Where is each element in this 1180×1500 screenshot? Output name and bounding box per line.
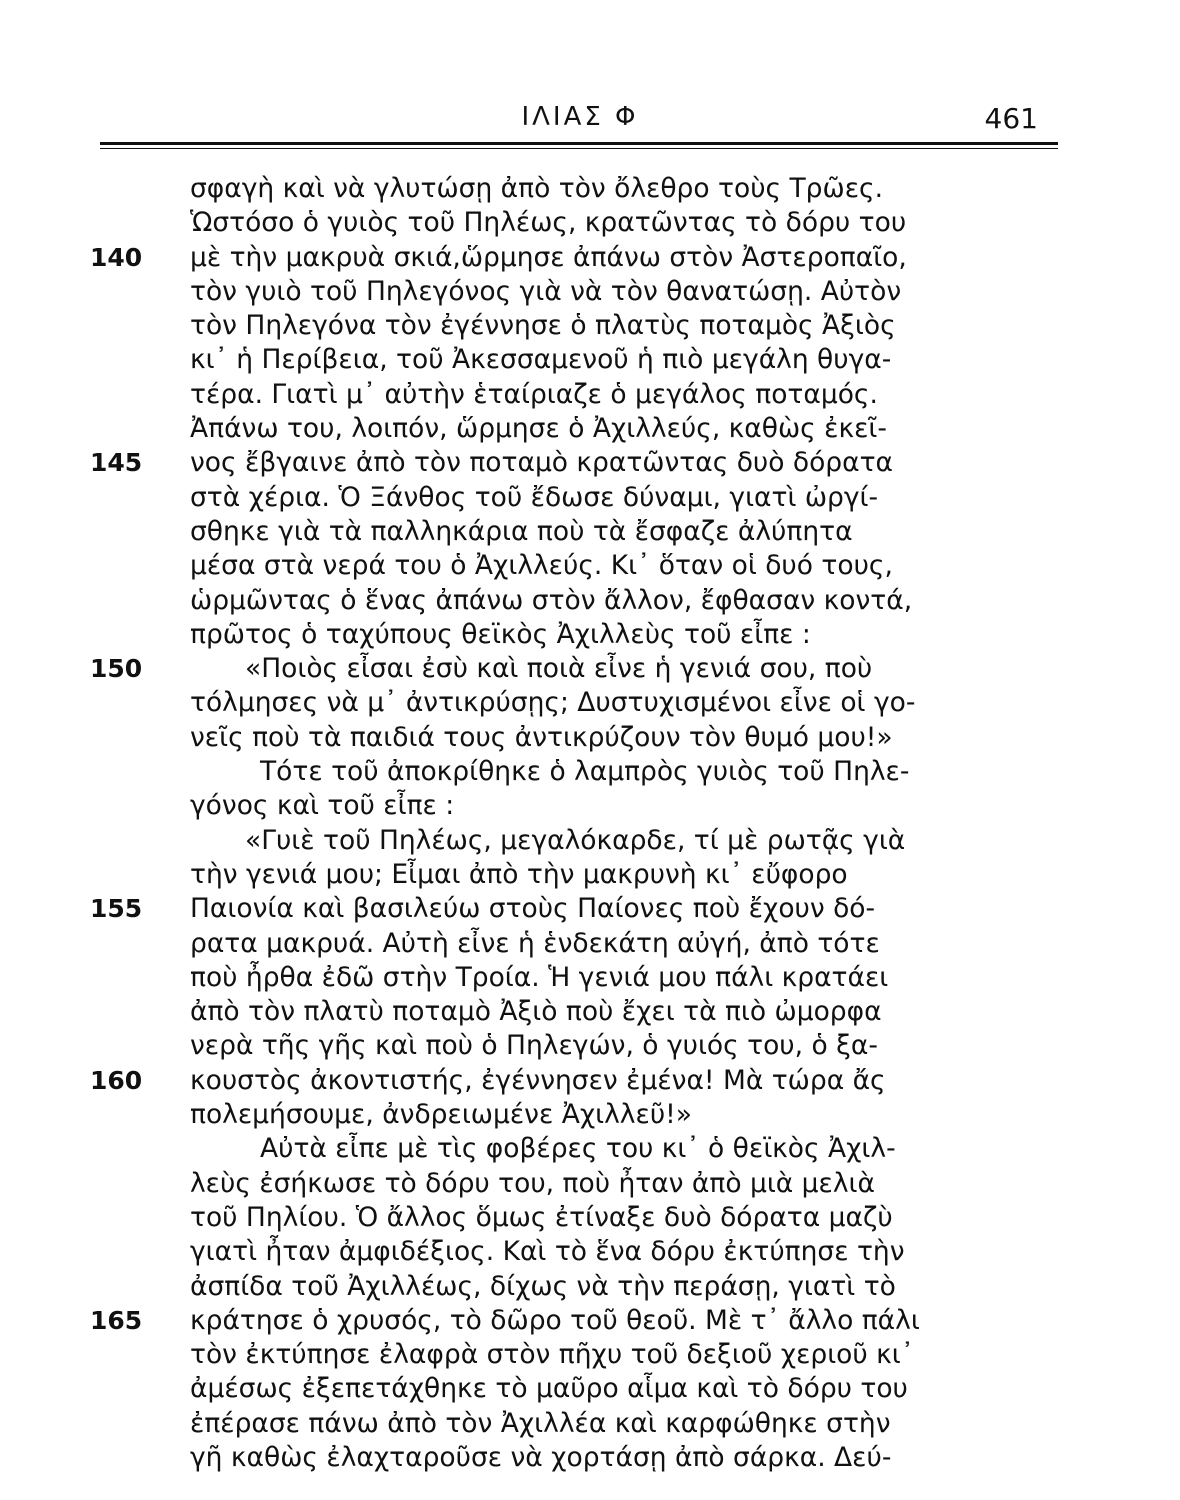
line-text: ποὺ ἦρθα ἐδῶ στὴν Τροία. Ἡ γενιά μου πάλι κρατάει bbox=[190, 961, 889, 993]
text-line bbox=[90, 789, 1090, 823]
line-text: στὰ χέρια. Ὁ Ξάνθος τοῦ ἔδωσε δύναμι, γιατὶ ὠργί- bbox=[190, 481, 879, 513]
text-line bbox=[90, 995, 1090, 1029]
text-line bbox=[90, 309, 1090, 343]
line-text: ἐπέρασε πάνω ἀπὸ τὸν Ἀχιλλέα καὶ καρφώθηκε στὴν bbox=[190, 1407, 891, 1439]
line-text: «Γυιὲ τοῦ Πηλέως, μεγαλόκαρδε, τί μὲ ρωτᾷς γιὰ bbox=[245, 824, 906, 856]
text-line bbox=[90, 686, 1090, 720]
line-text: τὸν Πηλεγόνα τὸν ἐγέννησε ὁ πλατὺς ποταμὸς Ἀξιὸς bbox=[190, 310, 896, 342]
text-line bbox=[90, 1167, 1090, 1201]
text-line bbox=[90, 1029, 1090, 1063]
line-text: λεὺς ἐσήκωσε τὸ δόρυ του, ποὺ ἦταν ἀπὸ μιὰ μελιὰ bbox=[190, 1167, 875, 1199]
line-text: σθηκε γιὰ τὰ παλληκάρια ποὺ τὰ ἔσφαζε ἀλύπητα bbox=[190, 515, 853, 547]
running-title: ΙΛΙΑΣ Φ bbox=[521, 102, 639, 132]
line-text: Τότε τοῦ ἀποκρίθηκε ὁ λαμπρὸς γυιὸς τοῦ Πηλε- bbox=[260, 756, 910, 788]
line-text: τὴν γενιά μου; Εἶμαι ἀπὸ τὴν μακρυνὴ κι᾽ εὔφορο bbox=[190, 858, 848, 890]
line-text: πρῶτος ὁ ταχύπους θεϊκὸς Ἀχιλλεὺς τοῦ εἶπε : bbox=[190, 618, 811, 650]
line-text: νεῖς ποὺ τὰ παιδιά τους ἀντικρύζουν τὸν θυμό μου!» bbox=[190, 721, 893, 753]
line-number: 140 bbox=[90, 242, 143, 272]
line-text: πολεμήσουμε, ἀνδρειωμένε Ἀχιλλεῦ!» bbox=[190, 1099, 692, 1131]
line-text: τὸν γυιὸ τοῦ Πηλεγόνος γιὰ νὰ τὸν θανατώσῃ. Αὐτὸν bbox=[190, 275, 902, 307]
page-header bbox=[100, 98, 1060, 144]
line-number: 145 bbox=[90, 448, 143, 478]
text-line bbox=[90, 515, 1090, 549]
text-line bbox=[90, 1132, 1090, 1166]
text-line bbox=[90, 721, 1090, 755]
line-text: γιατὶ ἦταν ἀμφιδέξιος. Καὶ τὸ ἕνα δόρυ ἐκτύπησε τὴν bbox=[190, 1236, 905, 1268]
text-line bbox=[90, 652, 1090, 686]
text-line bbox=[90, 549, 1090, 583]
text-line bbox=[90, 446, 1090, 480]
text-line bbox=[90, 1441, 1090, 1475]
text-line bbox=[90, 892, 1090, 926]
text-line bbox=[90, 343, 1090, 377]
text-line bbox=[90, 172, 1090, 206]
line-text: ρατα μακρυά. Αὐτὴ εἶνε ἡ ἑνδεκάτη αὐγή, ἀπὸ τότε bbox=[190, 927, 880, 959]
line-number: 165 bbox=[90, 1305, 143, 1335]
text-line bbox=[90, 481, 1090, 515]
text-line bbox=[90, 961, 1090, 995]
line-text: γόνος καὶ τοῦ εἶπε : bbox=[190, 790, 455, 822]
line-text: Ἀπάνω του, λοιπόν, ὥρμησε ὁ Ἀχιλλεύς, καθὼς ἐκεῖ- bbox=[190, 413, 887, 445]
line-text: ἀμέσως ἐξεπετάχθηκε τὸ μαῦρο αἷμα καὶ τὸ δόρυ του bbox=[190, 1373, 908, 1405]
text-line bbox=[90, 241, 1090, 275]
text-line bbox=[90, 378, 1090, 412]
line-text: Ὡστόσο ὁ γυιὸς τοῦ Πηλέως, κρατῶντας τὸ δόρυ του bbox=[190, 207, 907, 239]
header-rule bbox=[100, 142, 1058, 149]
line-text: «Ποιὸς εἶσαι ἐσὺ καὶ ποιὰ εἶνε ἡ γενιά σου, ποὺ bbox=[245, 653, 873, 685]
line-text: κράτησε ὁ χρυσός, τὸ δῶρο τοῦ θεοῦ. Μὲ τ᾽ ἄλλο πάλι bbox=[190, 1304, 920, 1336]
text-line bbox=[90, 1372, 1090, 1406]
line-text: σφαγὴ καὶ νὰ γλυτώσῃ ἀπὸ τὸν ὄλεθρο τοὺς Τρῶες. bbox=[190, 173, 883, 204]
line-text: τὸν ἐκτύπησε ἐλαφρὰ στὸν πῆχυ τοῦ δεξιοῦ χεριοῦ κι᾽ bbox=[190, 1339, 914, 1371]
text-line bbox=[90, 755, 1090, 789]
line-text: κι᾽ ἡ Περίβεια, τοῦ Ἀκεσσαμενοῦ ἡ πιὸ μεγάλη θυγα- bbox=[190, 344, 892, 376]
line-text: ὡρμῶντας ὁ ἕνας ἀπάνω στὸν ἄλλον, ἔφθασαν κοντά, bbox=[190, 584, 913, 616]
text-line bbox=[90, 1338, 1090, 1372]
text-line bbox=[90, 1407, 1090, 1441]
line-number: 160 bbox=[90, 1065, 143, 1095]
text-line bbox=[90, 858, 1090, 892]
line-text: νερὰ τῆς γῆς καὶ ποὺ ὁ Πηλεγών, ὁ γυιός του, ὁ ξα- bbox=[190, 1030, 878, 1062]
line-text: νος ἔβγαινε ἀπὸ τὸν ποταμὸ κρατῶντας δυὸ δόρατα bbox=[190, 447, 894, 479]
text-line bbox=[90, 1098, 1090, 1132]
line-number: 150 bbox=[90, 654, 143, 684]
text-line bbox=[90, 275, 1090, 309]
text-line bbox=[90, 1270, 1090, 1304]
line-text: γῆ καθὼς ἐλαχταροῦσε νὰ χορτάσῃ ἀπὸ σάρκα. Δεύ- bbox=[190, 1441, 892, 1473]
line-text: ἀσπίδα τοῦ Ἀχιλλέως, δίχως νὰ τὴν περάσῃ, γιατὶ τὸ bbox=[190, 1270, 896, 1302]
line-text: κουστὸς ἀκοντιστής, ἐγέννησεν ἐμένα! Μὰ τώρα ἄς bbox=[190, 1064, 886, 1096]
text-line bbox=[90, 1235, 1090, 1269]
text-line bbox=[90, 927, 1090, 961]
text-line bbox=[90, 206, 1090, 240]
line-number: 155 bbox=[90, 894, 143, 924]
line-text: τόλμησες νὰ μ᾽ ἀντικρύσῃς; Δυστυχισμένοι εἶνε οἱ γο- bbox=[190, 687, 916, 719]
line-text: μέσα στὰ νερά του ὁ Ἀχιλλεύς. Κι᾽ ὅταν οἱ δυό τους, bbox=[190, 550, 893, 582]
line-text: Αὐτὰ εἶπε μὲ τὶς φοβέρες του κι᾽ ὁ θεϊκὸς Ἀχιλ- bbox=[260, 1133, 896, 1165]
page-number: 461 bbox=[984, 102, 1038, 135]
line-text: Παιονία καὶ βασιλεύω στοὺς Παίονες ποὺ ἔχουν δό- bbox=[190, 893, 876, 925]
line-text: μὲ τὴν μακρυὰ σκιά,ὥρμησε ἀπάνω στὸν Ἀστεροπαῖο, bbox=[190, 241, 907, 273]
text-line bbox=[90, 1201, 1090, 1235]
text-line bbox=[90, 824, 1090, 858]
line-text: ἀπὸ τὸν πλατὺ ποταμὸ Ἀξιὸ ποὺ ἔχει τὰ πιὸ ὠμορφα bbox=[190, 996, 882, 1028]
text-line bbox=[90, 1304, 1090, 1338]
text-line bbox=[90, 618, 1090, 652]
poem-text-block bbox=[90, 172, 1090, 1475]
line-text: τέρα. Γιατὶ μ᾽ αὐτὴν ἑταίριαζε ὁ μεγάλος ποταμός. bbox=[190, 378, 878, 410]
line-text: τοῦ Πηλίου. Ὁ ἄλλος ὅμως ἐτίναξε δυὸ δόρατα μαζὺ bbox=[190, 1201, 893, 1233]
text-line bbox=[90, 412, 1090, 446]
text-line bbox=[90, 584, 1090, 618]
text-line bbox=[90, 1064, 1090, 1098]
